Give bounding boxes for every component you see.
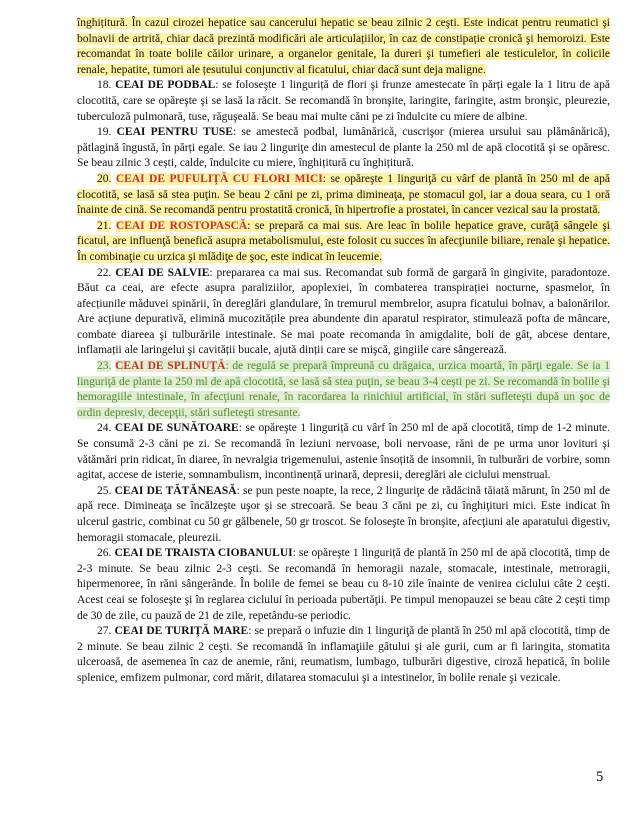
entry-title: CEAI DE TURIŢĂ MARE [114, 625, 249, 638]
entry-number: 20. [97, 172, 112, 185]
entry-text: : prepararea ca mai sus. Recomandat sub formă de gargară în gingivite, paradontoze. Băut ca ceai, are efecte asupra paraliziilor, apoplexiei, în combaterea transpirației nocturne, spasmelor, în afecțiunile măduvei spinării, în dereglări glandulare, în tremurul membrelor, asupra ficatului bolnav, a balonărilor. Are acțiune depurativă, elimină mucozitățile prea abundente din aparatul respirator, stimulează pofta de mâncare, combate diareea şi tulburările intestinale. Se mai poate recomanda în amigdalite, boli de gât, abcese dentare, inflamații ale laringelui şi cavității bucale, ajută dinții care se mişcă, gingiile care sângerează. [77, 266, 611, 357]
entry-text: : se opăreşte 1 linguriță cu vârf în 250 ml de apă clocotită, timp de 1-2 minute. Se consumă 2-3 căni pe zi. Se recomandă în leziuni nervoase, boli nervoase, răni de pe urma unor lovituri şi vătămări prin ridicat, în diaree, în nevralgia trigemenului, astenie însoțită de insomnii, în tulburări de vorbire, somn agitat, accese de isterie, somnambulism, incontinență urinară, depresii, dereglări ale ciclului menstrual. [77, 422, 611, 482]
entry-text: : se opăreşte 1 linguriţă cu vârf de plantă în 250 ml de apă clocotită, se lasă să stea puţin. Se beau 2 căni pe zi, prima dimineaţa, pe stomacul gol, iar a doua seara, cu 1 oră înainte de cină. Se recomandă pentru prostatită cronică, în hipertrofie a prostatei, în cancer vezical sau la prostată. [77, 172, 611, 217]
entry-number: 25. [97, 484, 112, 497]
entry-number: 19. [97, 126, 112, 139]
entry-23 [77, 359, 610, 421]
entry-21 [77, 219, 610, 266]
entry-27 [77, 624, 610, 686]
entry-title: CEAI DE SALVIE [115, 266, 210, 279]
entry-25 [77, 484, 610, 546]
entry-number: 21. [97, 219, 112, 232]
entry-title: CEAI DE TĂTĂNEASĂ [114, 484, 237, 497]
entry-19 [77, 125, 610, 172]
entry-title: CEAI DE SUNĂTOARE [114, 422, 239, 435]
page-number: 5 [596, 769, 604, 785]
entry-text: : de regulă se prepară împreună cu drăgaica, urzica moartă, în părţi egale. Se ia 1 linguriţă de plante la 250 ml de apă clocotită, se lasă să stea puţin, se beau 3-4 cești pe zi. Se recomandă în bolile şi hemoragiile intestinale, în afecţiuni renale, în racordarea la rinichiul artificial, în stări sufleteşti după un şoc de ordin depresiv, decepţii, stări sufleteşti stresante. [77, 360, 610, 419]
entry-text: : se pun peste noapte, la rece, 2 linguriţe de rădăcină tăiată mărunt, în 250 ml de apă rece. Dimineaţa se încălzeşte uşor şi se strecoară. Se beau 3 căni pe zi, cu înghiţituri mici. Este indicat în ulcerul gastric, combinat cu 50 gr gălbenele, 50 gr troscot. Se foloseşte în bronşite, afecţiuni ale aparatului digestiv, hemoragii stomacale, pleurezii. [77, 484, 611, 544]
entry-24 [77, 421, 610, 483]
entry-title: CEAI DE ROSTOPASCĂ [115, 219, 248, 232]
intro-text: înghițitură. În cazul cirozei hepatice sau cancerului hepatic se beau zilnic 2 ceşti. Este indicat pentru reumatici şi bolnavii de artrită, chiar dacă prezintă modificări ale articulațiilor, în caz de constipație cronică şi hemoroizi. Este recomandat în toate bolile căilor urinare, a organelor genitale, la dureri şi tumefieri ale testiculelor, în colicile renale, hepatite, tumori ale țesutului conjunctiv al ficatului, chiar dacă sunt deja maligne. [77, 17, 610, 76]
entry-title: CEAI DE PODBAL [115, 79, 216, 92]
entry-text: : se prepară ca mai sus. Are leac în bolile hepatice grave, curăţă sângele şi ficatul, are influenţă benefică asupra metabolismului, este folosit cu succes în afecţiunile biliare, renale şi hepatice. În combinaţie cu urzica şi mlădiţe de şoc, este indicat în leucemie. [77, 219, 610, 263]
entry-number: 24. [97, 422, 112, 435]
entry-18 [77, 78, 610, 125]
entry-number: 26. [97, 547, 112, 560]
entry-number: 22. [97, 266, 112, 279]
entry-title: CEAI PENTRU TUSE [116, 126, 233, 139]
entry-title: CEAI DE PUFULIŢĂ CU FLORI MICI [115, 172, 323, 185]
entry-text: : se opăreşte 1 linguriță de plantă în 250 ml de apă clocotită, timp de 2-3 minute. Se beau zilnic 2-3 ceşti. Se recomandă în hemoragii nazale, stomacale, intestinale, metroragii, hipermenoree, în răni sângerânde. În bolile de femei se beau cu 8-10 zile înainte de venirea ciclului câte 2 ceşti. Acest ceai se foloseşte şi în reglarea ciclului în perioada pubertăţii. Pe timpul menopauzei se beau câte 2 ceşti timp de 30 de zile, cu pauză de 21 de zile, repetându-se periodic. [77, 547, 610, 622]
entry-number: 27. [97, 625, 112, 638]
entry-title: CEAI DE SPLINUŢĂ [115, 360, 226, 373]
entry-text: : se foloseşte 1 linguriță de flori şi frunze amestecate în părți egale la 1 litru de apă clocotită, care se opăreşte şi se lasă la răcit. Se recomandă în bronşite, laringite, faringite, astm bronşic, pleurezie, tuberculoză pulmonară, tuse, răguşeală. Se beau mai multe căni pe zi îndulcite cu miere de albine. [77, 79, 610, 123]
entry-text: : se amestecă podbal, lumânărică, cuscrişor (mierea ursului sau plămânărică), pătlagină îngustă, în părți egale. Se iau 2 linguriţe din amestecul de plante la 250 ml de apă clocotită şi se opăresc. Se beau zilnic 3 cești, calde, îndulcite cu miere, înghițitură cu înghițitură. [77, 126, 610, 170]
entry-number: 18. [97, 79, 112, 92]
entry-20 [77, 172, 610, 219]
entry-number: 23. [97, 360, 112, 373]
text-column [77, 16, 610, 687]
entry-26 [77, 546, 610, 624]
entry-title: CEAI DE TRAISTA CIOBANULUI [114, 547, 293, 560]
intro-paragraph [77, 16, 610, 78]
entry-text: : se prepară o infuzie din 1 linguriţă de plantă în 250 ml apă clocotită, timp de 2 minute. Se beau zilnic 2 ceşti. Se recomandă în inflamaţiile gâtului şi ale gurii, cum ar fi laringita, stomatita ulceroasă, de asemenea în caz de anemie, răni, reumatism, lumbago, tulburări digestive, ciroză hepatică, în bolile splenice, emfizem pulmonar, cord mărit, dilatarea stomacului şi a intestinelor, în bolile renale şi vezicale. [77, 625, 611, 684]
entry-22 [77, 266, 610, 360]
